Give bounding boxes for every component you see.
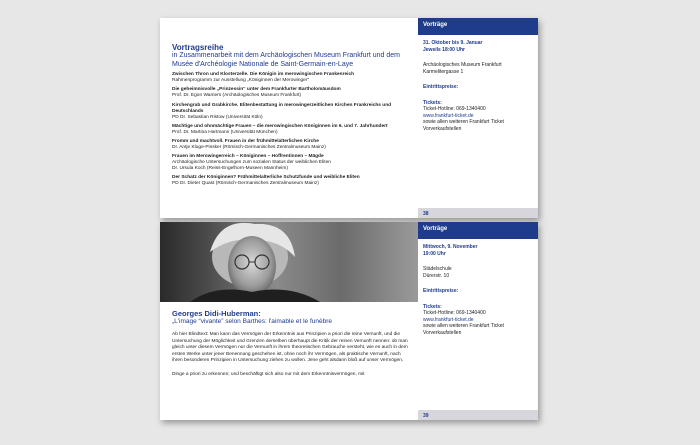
sidebar-body (418, 35, 538, 132)
price-label: Eintrittspreise: (423, 84, 459, 90)
lecture-speaker: Prof. Dr. Martina Hartmann (Universität München) (172, 129, 278, 135)
lecture-speaker: PD Dr. Sebastian Ristow (Universität Köln) (172, 114, 263, 120)
info-sidebar (418, 18, 538, 218)
ticket-url[interactable]: www.frankfurt-ticket.de (423, 316, 474, 323)
venue-address: Karmelitergasse 1 (423, 68, 464, 75)
lecture-title: Frauen im Merowingerreich – Königinnen – Hoffrentinnen – Mägde (172, 154, 324, 160)
lecture-speaker: PD Dr. Dieter Quast (Römisch-Germanisches Zentralmuseum Mainz) (172, 181, 319, 187)
lecture-item (172, 139, 404, 151)
page-subtitle: in Zusammenarbeit mit dem Archäologischen Museum Frankfurt und dem Musée d'Archéologie Nationale de Saint-Germain-en-Laye (172, 52, 400, 68)
lecture-list (172, 72, 404, 187)
lecture-title: Der Schatz der Königinnen? Frühmittelalterliche Schutzfunde und weibliche Eliten (172, 175, 360, 181)
tickets-label: Tickets: (423, 303, 442, 310)
article-subtitle: „L'image “vivante” selon Barthes: l'aimable et le funèbre (172, 318, 333, 325)
tickets-label: Tickets: (423, 99, 442, 106)
event-date: Mittwoch, 9. November (423, 244, 478, 250)
lecture-title: Mächtige und ohnmächtige Frauen – die merowingischen Königinnen im 6. und 7. Jahrhundert (172, 123, 388, 129)
article-title: Georges Didi-Huberman: (172, 309, 261, 318)
brochure-page-38 (160, 18, 538, 218)
lecture-series-section (172, 18, 404, 187)
ticket-more: sowie allen weiteren Frankfurt Ticket Vorverkaufstellen (423, 323, 504, 336)
lecture-item (172, 124, 404, 136)
ticket-more: sowie allen weiteren Frankfurt Ticket Vorverkaufstellen (423, 119, 504, 132)
page-number: 39 (423, 413, 429, 419)
page-number: 38 (423, 211, 429, 217)
lecture-item (172, 72, 404, 84)
venue-address: Dürerstr. 10 (423, 272, 450, 279)
page-number-bar (418, 410, 538, 420)
page-title: Vortragsreihe (172, 43, 224, 52)
lecture-title: Die geheimnisvolle „Prinzessin“ unter dem Frankfurter Bartholomäusdom (172, 87, 341, 93)
event-time: 19:00 Uhr (423, 250, 446, 257)
article-body-continued: Dinge a priori zu erkennen; und beschäftigt sich also nur mit dem Erkenntnisvermögen, mit (172, 371, 365, 377)
ticket-hotline: Ticket-Hotline: 069-1340400 (423, 106, 486, 112)
sidebar-header: Vorträge (418, 18, 538, 35)
lecture-title: Zwischen Thron und Klosterzelle. Die Königin im merowingischen Frankenreich (172, 72, 355, 78)
page-number-bar (418, 208, 538, 218)
brochure-page-39 (160, 222, 538, 420)
price-label: Eintrittspreise: (423, 288, 459, 294)
lecture-item (172, 87, 404, 99)
sidebar-body (418, 239, 538, 336)
sidebar-header: Vorträge (418, 222, 538, 239)
lecture-title: Fromm und machtvoll. Frauen in der frühmittelalterlichen Kirche (172, 138, 319, 144)
event-date: 31. Oktober bis 9. Januar (423, 40, 483, 46)
ticket-url[interactable]: www.frankfurt-ticket.de (423, 112, 474, 119)
event-time: Jeweils 18:00 Uhr (423, 46, 465, 53)
lecture-speaker: Prof. Dr. Egon Wamers (Archäologisches Museum Frankfurt) (172, 93, 302, 99)
article-body: Ab hier Blindtext: Man kann das Vermögen der Erkenntnis aus Prinzipien a priori die reine Vernunft, und die Untersuchung der Möglichkeit und Grenzen derselben überhaupt die Kritik der reinen Vernunft nennen: ob man gleich unter diesem Vermögen nur die Vernunft in ihrem theoretischen Gebrauche versteht, wie es auch in dem ersten Werke unter jener Benennung geschehen ist, ohne noch ihr Vermögen, als praktische Vernunft, nach ihren besonderen Prinzipien in Untersuchung ziehen zu wollen. Jene geht alsdann bloß auf unser Vermögen, (172, 332, 408, 364)
lecture-speaker: Rahmenprogramm zur Ausstellung „Königinnen der Merowinger“ (172, 78, 310, 84)
lecture-item (172, 175, 404, 187)
lecture-title: Kirchengrab und Grabkirche. Elitenbestattung in merowingerzeitlichen Kirchen Frankreichs und Deutschlands (172, 102, 392, 114)
speaker-photo (160, 222, 418, 302)
lecture-speaker: Dr. Antje Kluge-Pinsker (Römisch-Germanisches Zentralmuseum Mainz) (172, 144, 326, 150)
lecture-speaker: Archäologische Untersuchungen zum sozialen Status der weiblichen Eliten Dr. Ursula Koch (Reiss-Engelhorn-Museen Mannheim) (172, 160, 331, 172)
ticket-hotline: Ticket-Hotline: 069-1340400 (423, 310, 486, 316)
venue-name: Städelschule (423, 266, 452, 272)
lecture-item (172, 154, 404, 172)
venue-name: Archäologisches Museum Frankfurt (423, 62, 502, 68)
info-sidebar-2 (418, 222, 538, 420)
article-section (172, 309, 408, 379)
lecture-item (172, 103, 404, 121)
